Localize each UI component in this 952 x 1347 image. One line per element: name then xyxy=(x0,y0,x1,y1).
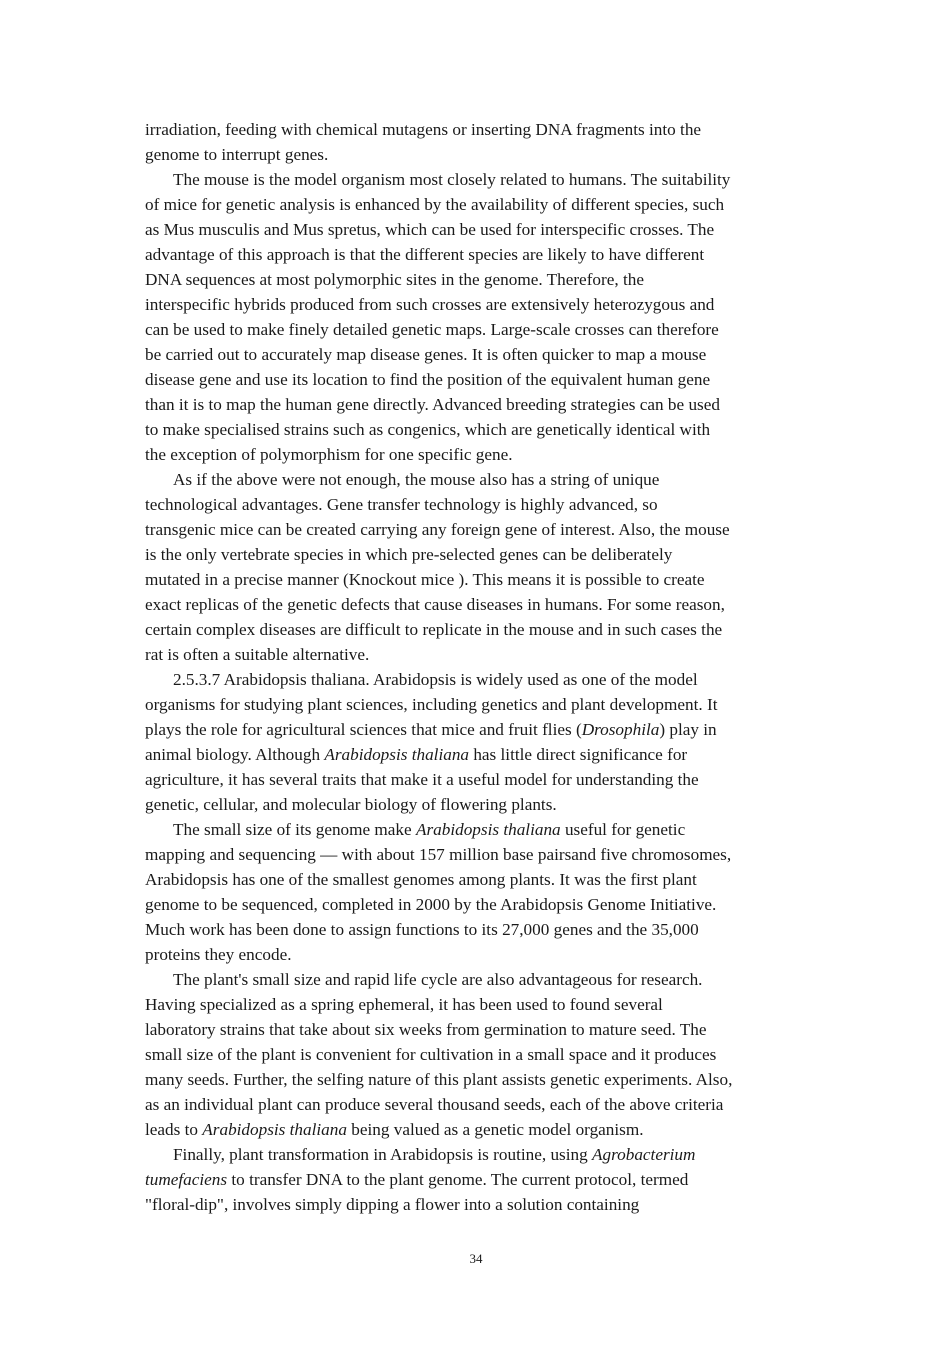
text-line xyxy=(145,192,820,217)
text-line xyxy=(145,992,820,1017)
text-line xyxy=(145,717,820,742)
text-line xyxy=(145,317,820,342)
text-run: be carried out to accurately map disease genes. It is often quicker to map a mouse xyxy=(145,345,707,364)
text-run: The plant's small size and rapid life cycle are also advantageous for research. xyxy=(173,970,703,989)
text-run: disease gene and use its location to find the position of the equivalent human gene xyxy=(145,370,711,389)
text-line xyxy=(145,617,820,642)
text-line xyxy=(145,1192,820,1217)
text-line xyxy=(145,767,820,792)
text-line xyxy=(145,542,820,567)
text-run: technological advantages. Gene transfer technology is highly advanced, so xyxy=(145,495,658,514)
text-line xyxy=(145,392,820,417)
text-line xyxy=(145,167,820,192)
text-line xyxy=(145,1117,820,1142)
text-run: useful for genetic xyxy=(560,820,686,839)
text-run: to make specialised strains such as congenics, which are genetically identical with xyxy=(145,420,711,439)
text-line xyxy=(145,367,820,392)
text-line xyxy=(145,817,820,842)
text-line xyxy=(145,692,820,717)
text-line xyxy=(145,892,820,917)
text-run: to transfer DNA to the plant genome. The current protocol, termed xyxy=(227,1170,689,1189)
text-run: is the only vertebrate species in which pre-selected genes can be deliberately xyxy=(145,545,673,564)
text-line xyxy=(145,567,820,592)
text-run: Having specialized as a spring ephemeral, it has been used to found several xyxy=(145,995,663,1014)
text-line xyxy=(145,1017,820,1042)
italic-text-run: tumefaciens xyxy=(145,1170,228,1189)
text-run: The mouse is the model organism most closely related to humans. The suitability xyxy=(173,170,731,189)
text-run: DNA sequences at most polymorphic sites in the genome. Therefore, the xyxy=(145,270,644,289)
text-line xyxy=(145,142,820,167)
text-run: the exception of polymorphism for one specific gene. xyxy=(145,445,513,464)
text-run: plays the role for agricultural sciences that mice and fruit flies ( xyxy=(145,720,582,739)
text-run: "floral-dip", involves simply dipping a flower into a solution containing xyxy=(145,1195,640,1214)
text-line xyxy=(145,942,820,967)
text-run: many seeds. Further, the selfing nature of this plant assists genetic experiments. Also, xyxy=(145,1070,733,1089)
text-run: certain complex diseases are difficult to replicate in the mouse and in such cases the xyxy=(145,620,723,639)
text-line xyxy=(145,442,820,467)
text-run: as an individual plant can produce several thousand seeds, each of the above criteria xyxy=(145,1095,724,1114)
text-run: transgenic mice can be created carrying any foreign gene of interest. Also, the mouse xyxy=(145,520,730,539)
text-line xyxy=(145,642,820,667)
text-line xyxy=(145,842,820,867)
text-line xyxy=(145,867,820,892)
text-line xyxy=(145,467,820,492)
italic-text-run: Agrobacterium xyxy=(592,1145,696,1164)
text-line xyxy=(145,217,820,242)
text-run: genome to be sequenced, completed in 2000 by the Arabidopsis Genome Initiative. xyxy=(145,895,717,914)
text-run: mapping and sequencing — with about 157 million base pairsand five chromosomes, xyxy=(145,845,732,864)
document-body xyxy=(145,117,820,1217)
text-line xyxy=(145,1167,820,1192)
text-run: genome to interrupt genes. xyxy=(145,145,329,164)
text-run: as Mus musculis and Mus spretus, which can be used for interspecific crosses. The xyxy=(145,220,715,239)
text-run: exact replicas of the genetic defects that cause diseases in humans. For some reason, xyxy=(145,595,725,614)
text-run: interspecific hybrids produced from such crosses are extensively heterozygous and xyxy=(145,295,715,314)
text-run: animal biology. Although xyxy=(145,745,325,764)
text-run: ) play in xyxy=(659,720,717,739)
text-line xyxy=(145,1142,820,1167)
text-run: rat is often a suitable alternative. xyxy=(145,645,370,664)
text-run: small size of the plant is convenient for cultivation in a small space and it produces xyxy=(145,1045,717,1064)
text-run: The small size of its genome make xyxy=(173,820,416,839)
text-run: proteins they encode. xyxy=(145,945,292,964)
text-line xyxy=(145,667,820,692)
text-run: 2.5.3.7 Arabidopsis thaliana. Arabidopsis is widely used as one of the model xyxy=(173,670,698,689)
text-line xyxy=(145,592,820,617)
page-number: 34 xyxy=(469,1251,483,1266)
text-line xyxy=(145,1067,820,1092)
text-run: irradiation, feeding with chemical mutagens or inserting DNA fragments into the xyxy=(145,120,702,139)
text-run: being valued as a genetic model organism. xyxy=(346,1120,644,1139)
text-run: genetic, cellular, and molecular biology of flowering plants. xyxy=(145,795,557,814)
italic-text-run: Arabidopsis thaliana xyxy=(202,1120,347,1139)
text-run: Much work has been done to assign functions to its 27,000 genes and the 35,000 xyxy=(145,920,699,939)
text-run: mutated in a precise manner (Knockout mice ). This means it is possible to create xyxy=(145,570,705,589)
italic-text-run: Drosophila xyxy=(581,720,660,739)
text-line xyxy=(145,267,820,292)
text-run: Finally, plant transformation in Arabidopsis is routine, using xyxy=(173,1145,592,1164)
text-line xyxy=(145,492,820,517)
text-run: than it is to map the human gene directly. Advanced breeding strategies can be used xyxy=(145,395,720,414)
text-line xyxy=(145,967,820,992)
text-line xyxy=(145,417,820,442)
text-run: Arabidopsis has one of the smallest genomes among plants. It was the first plant xyxy=(145,870,697,889)
text-line xyxy=(145,1042,820,1067)
text-line xyxy=(145,292,820,317)
text-run: organisms for studying plant sciences, including genetics and plant development. It xyxy=(145,695,718,714)
text-run: of mice for genetic analysis is enhanced by the availability of different species, such xyxy=(145,195,725,214)
text-run: leads to xyxy=(145,1120,203,1139)
text-run: advantage of this approach is that the different species are likely to have different xyxy=(145,245,705,264)
text-run: can be used to make finely detailed genetic maps. Large-scale crosses can therefore xyxy=(145,320,719,339)
text-run: laboratory strains that take about six weeks from germination to mature seed. The xyxy=(145,1020,707,1039)
text-run: agriculture, it has several traits that make it a useful model for understanding the xyxy=(145,770,699,789)
text-line xyxy=(145,242,820,267)
text-line xyxy=(145,1092,820,1117)
text-line xyxy=(145,917,820,942)
text-run: has little direct significance for xyxy=(469,745,688,764)
text-run: As if the above were not enough, the mouse also has a string of unique xyxy=(173,470,660,489)
text-line xyxy=(145,742,820,767)
text-line xyxy=(145,342,820,367)
text-line xyxy=(145,792,820,817)
italic-text-run: Arabidopsis thaliana xyxy=(415,820,561,839)
text-line xyxy=(145,517,820,542)
text-line xyxy=(145,117,820,142)
italic-text-run: Arabidopsis thaliana xyxy=(324,745,470,764)
